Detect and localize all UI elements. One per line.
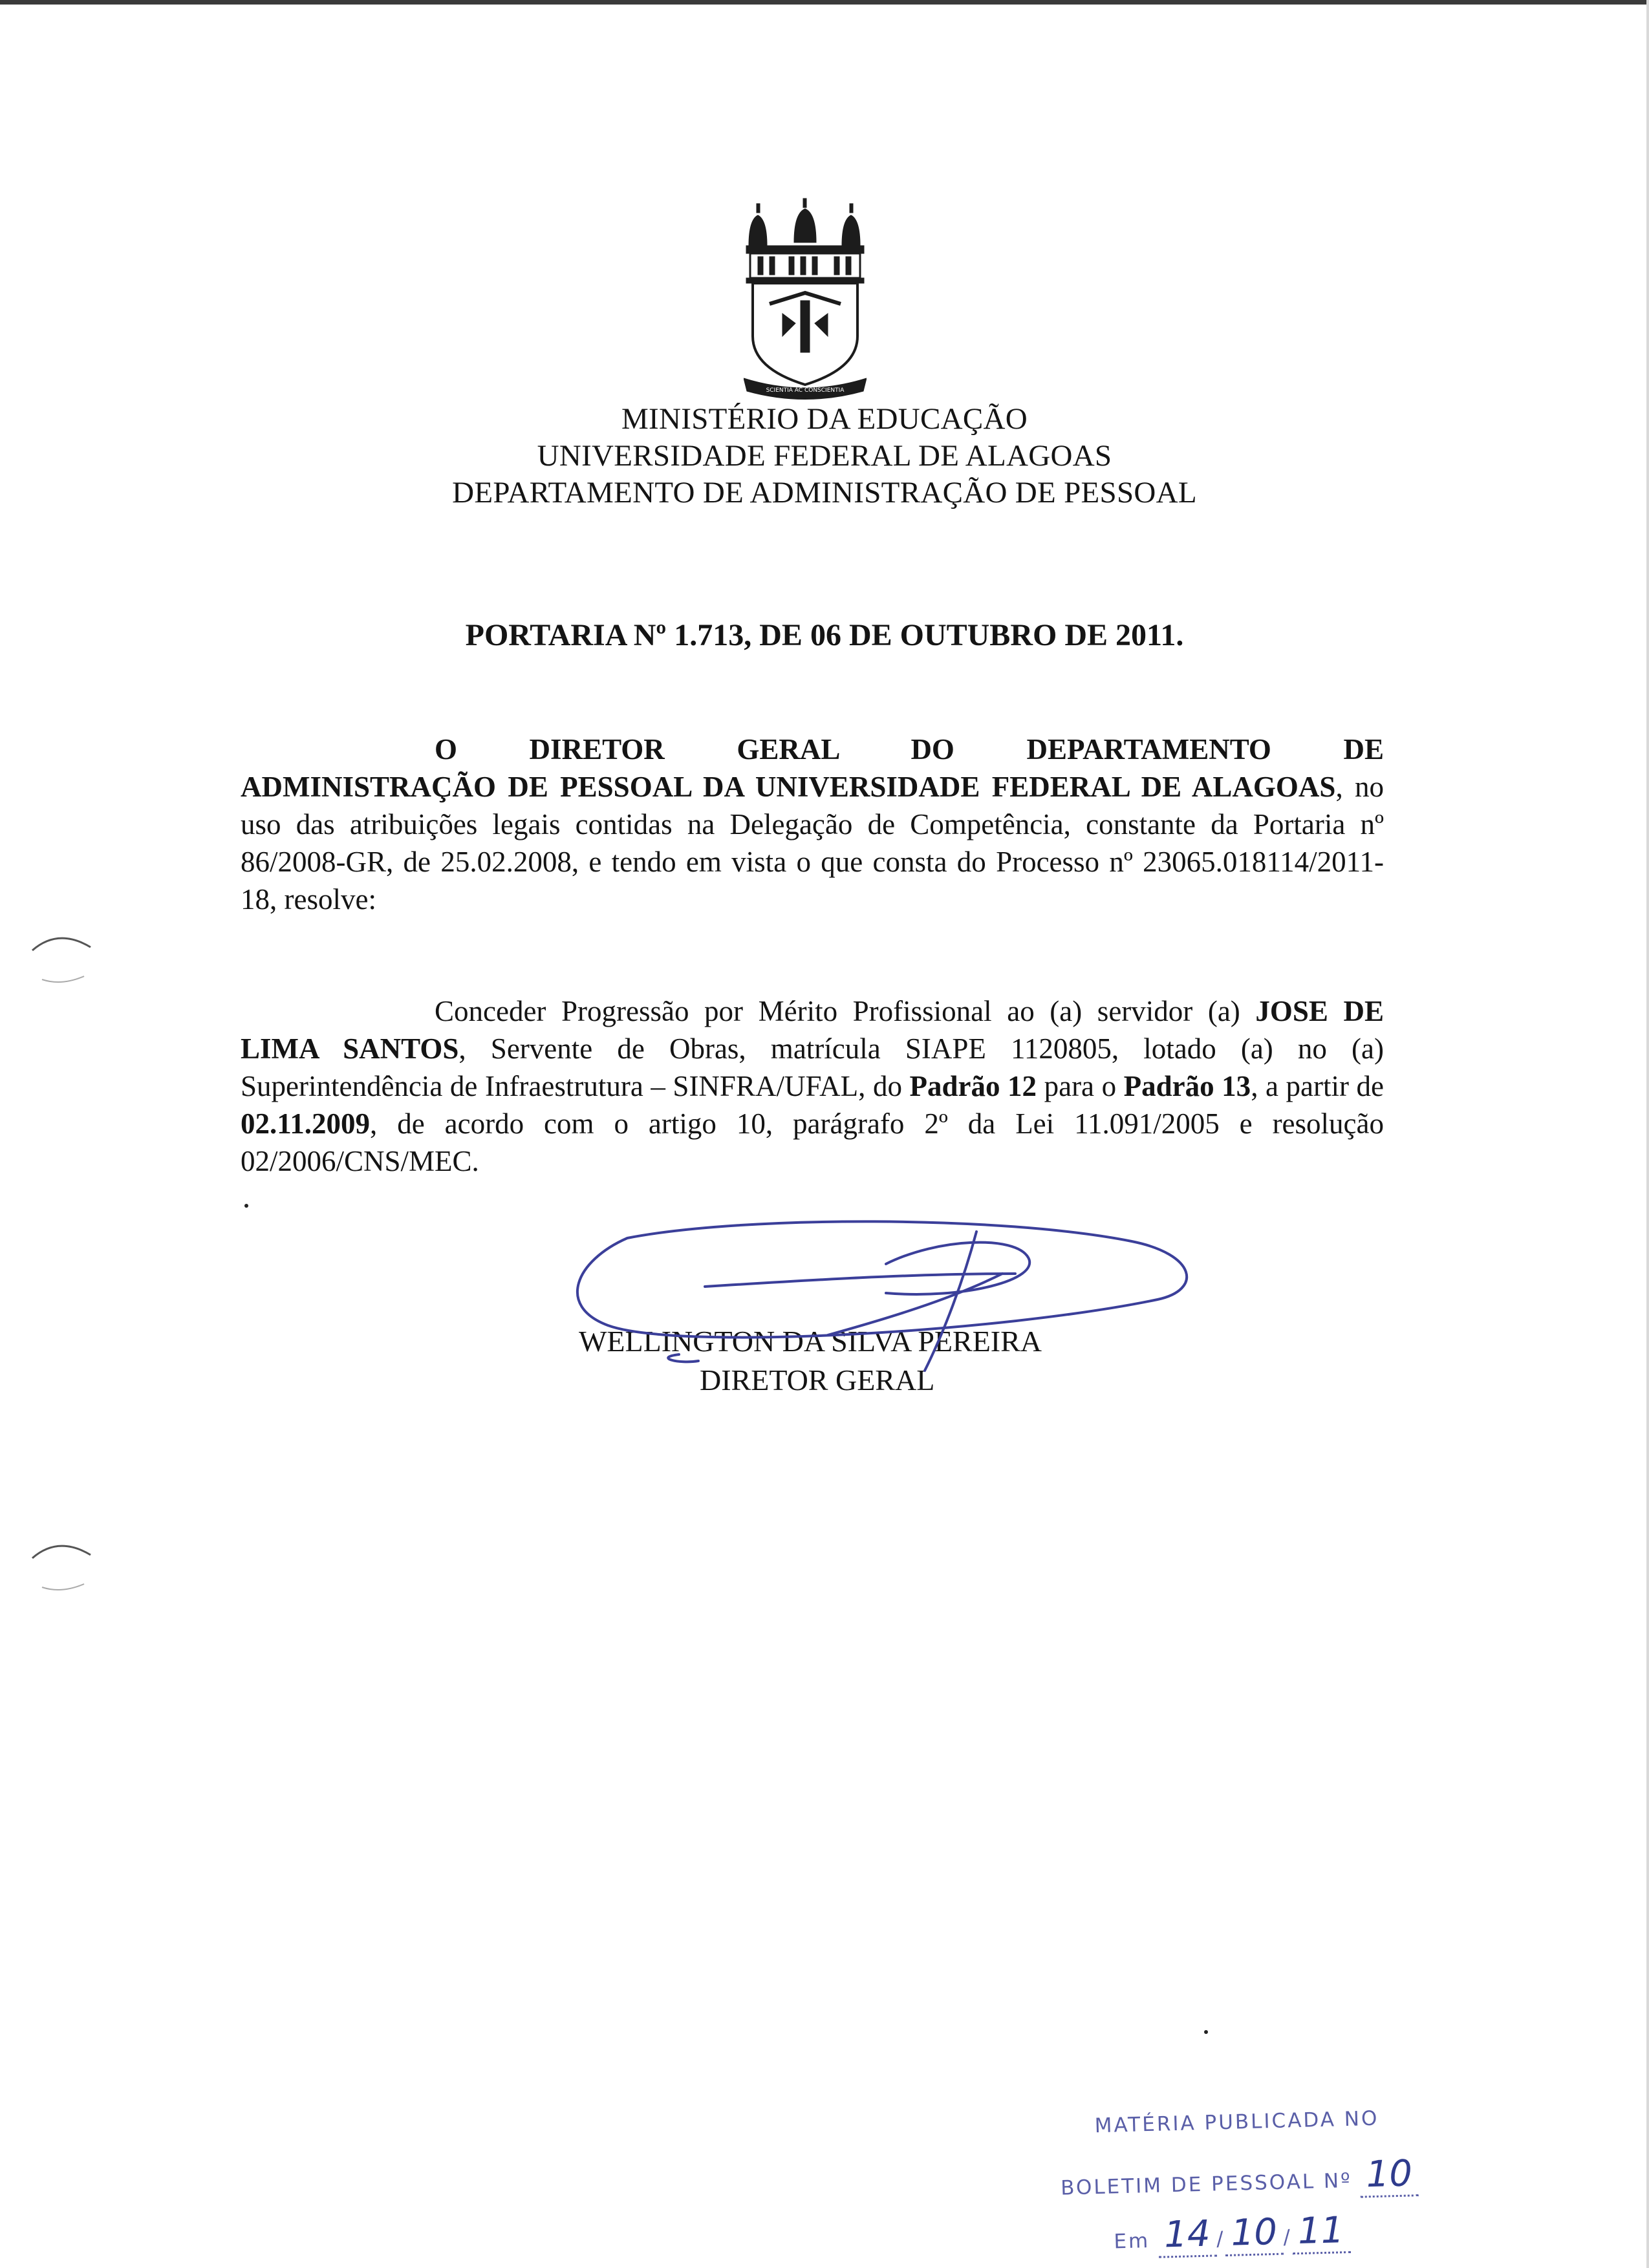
resolution-text-3: para o bbox=[1037, 1070, 1124, 1102]
stamp-date-label: Em bbox=[1113, 2229, 1150, 2254]
scan-edge-top bbox=[0, 0, 1649, 5]
stamp-line-2 bbox=[1060, 2152, 1419, 2205]
university-name: UNIVERSIDADE FEDERAL DE ALAGOAS bbox=[537, 439, 1112, 473]
effective-date: 02.11.2009 bbox=[241, 1107, 371, 1140]
department-name: DEPARTAMENTO DE ADMINISTRAÇÃO DE PESSOAL bbox=[452, 476, 1197, 509]
stamp-day: 14 bbox=[1158, 2212, 1217, 2258]
resolution-text-1: Conceder Progressão por Mérito Profissional ao (a) servidor (a) bbox=[435, 995, 1256, 1027]
employee-name: JOSE DE LIMA SANTOS bbox=[241, 995, 1384, 1065]
from-level: Padrão 12 bbox=[909, 1070, 1037, 1102]
publication-stamp bbox=[1059, 2099, 1489, 2258]
stamp-month: 10 bbox=[1224, 2211, 1284, 2256]
resolution-text-4: , a partir de bbox=[1251, 1070, 1384, 1102]
preamble-text: , no uso das atribuições legais contidas na Delegação de Competência, constante da Portaria nº 86/2008-GR, de 25.02.2008, e tendo em vista o que consta do Processo nº 23065.018114/2011-18, resolve: bbox=[241, 771, 1385, 915]
scan-edge-right bbox=[1646, 0, 1649, 2268]
preamble-paragraph bbox=[241, 731, 1384, 918]
authority-line-1: O DIRETOR GERAL DO DEPARTAMENTO DE bbox=[435, 733, 1384, 765]
scan-speck bbox=[1204, 2030, 1208, 2034]
to-level: Padrão 13 bbox=[1123, 1070, 1251, 1102]
letterhead bbox=[0, 401, 1649, 511]
resolution-text-2: , Servente de Obras, matrícula SIAPE 1120805, lotado (a) no (a) Superintendência de Infraestrutura – SINFRA/UFAL, do bbox=[241, 1032, 1384, 1102]
punch-hole-bottom bbox=[26, 1526, 97, 1597]
stamp-line-3: Em 14 / 10 / 11 bbox=[1113, 2209, 1350, 2260]
signatory-role: DIRETOR GERAL bbox=[700, 1364, 935, 1396]
signatory-name: WELLINGTON DA SILVA PEREIRA bbox=[579, 1325, 1042, 1358]
ordinance-title: PORTARIA Nº 1.713, DE 06 DE OUTUBRO DE 2011. bbox=[465, 618, 1184, 652]
stamp-line-1: MATÉRIA PUBLICADA NO bbox=[1094, 2106, 1379, 2138]
scan-speck bbox=[244, 1204, 248, 1208]
punch-hole-top bbox=[26, 918, 97, 989]
resolution-text-5: , de acordo com o artigo 10, parágrafo 2º da Lei 11.091/2005 e resolução 02/2006/CNS/MEC. bbox=[241, 1107, 1384, 1177]
ufal-crest-logo bbox=[744, 184, 867, 404]
ministry-name: MINISTÉRIO DA EDUCAÇÃO bbox=[621, 402, 1028, 436]
crest-motto: SCIENTIA AC CONSCIENTIA bbox=[766, 387, 845, 394]
stamp-bulletin-label: BOLETIM DE PESSOAL Nº bbox=[1060, 2168, 1353, 2200]
resolution-paragraph bbox=[241, 992, 1384, 1180]
stamp-bulletin-number: 10 bbox=[1359, 2152, 1419, 2198]
authority-line-2: ADMINISTRAÇÃO DE PESSOAL DA UNIVERSIDADE FEDERAL DE ALAGOAS bbox=[241, 771, 1336, 803]
stamp-year: 11 bbox=[1291, 2209, 1351, 2254]
handwritten-signature bbox=[550, 1203, 1216, 1396]
